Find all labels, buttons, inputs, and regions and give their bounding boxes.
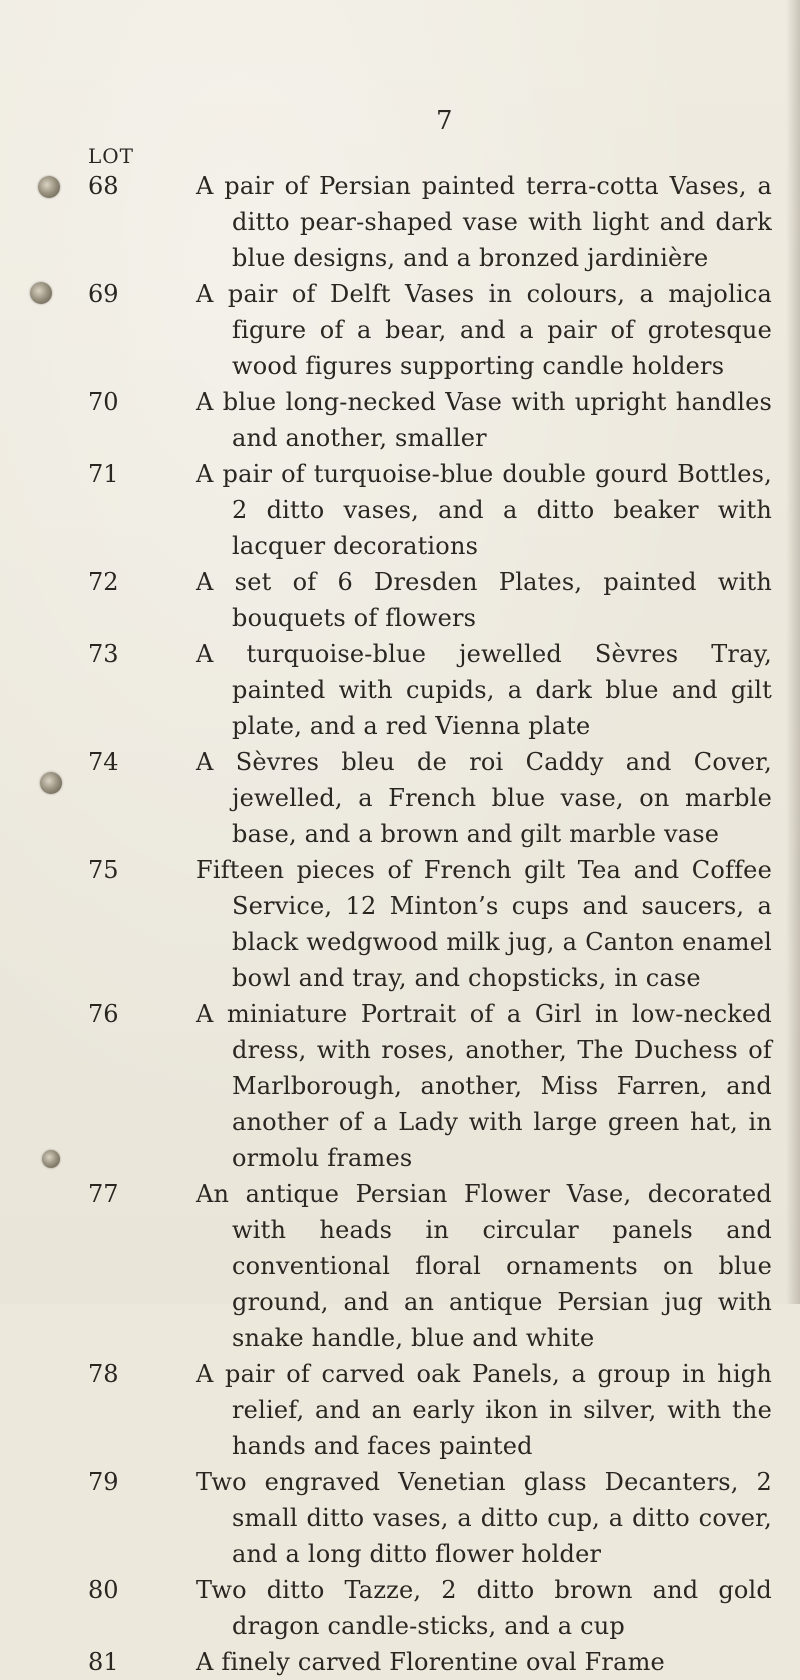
lot-entry bbox=[0, 1176, 800, 1356]
lot-entry bbox=[0, 456, 800, 564]
lot-number: 69 bbox=[88, 280, 119, 308]
lot-description: An antique Persian Flower Vase, decorated with heads in circular panels and conventional floral ornaments on blue ground, and an antique Persian jug with snake handle, blue and white bbox=[196, 1180, 772, 1352]
lot-entry bbox=[0, 564, 800, 636]
lot-number: 81 bbox=[88, 1648, 119, 1676]
lot-description: A pair of turquoise-blue double gourd Bottles, 2 ditto vases, and a ditto beaker with lacquer decorations bbox=[196, 460, 772, 560]
lot-entry bbox=[0, 744, 800, 852]
lot-entry bbox=[0, 276, 800, 384]
lot-entry bbox=[0, 1464, 800, 1572]
lot-description: A finely carved Florentine oval Frame bbox=[196, 1648, 665, 1676]
lot-description: A pair of Delft Vases in colours, a majolica figure of a bear, and a pair of grotesque wood figures supporting candle holders bbox=[196, 280, 772, 380]
lot-entry bbox=[0, 168, 800, 276]
lot-number: 77 bbox=[88, 1180, 119, 1208]
lot-description: Two ditto Tazze, 2 ditto brown and gold dragon candle-sticks, and a cup bbox=[196, 1576, 772, 1640]
lot-number: 75 bbox=[88, 856, 119, 884]
lot-entry bbox=[0, 852, 800, 996]
page-number: 7 bbox=[436, 106, 453, 136]
lot-description: A turquoise-blue jewelled Sèvres Tray, painted with cupids, a dark blue and gilt plate, and a red Vienna plate bbox=[196, 640, 772, 740]
lot-number: 73 bbox=[88, 640, 119, 668]
lot-number: 68 bbox=[88, 172, 119, 200]
lot-number: 80 bbox=[88, 1576, 119, 1604]
lot-number: 74 bbox=[88, 748, 119, 776]
lot-number: 72 bbox=[88, 568, 119, 596]
lot-description: Two engraved Venetian glass Decanters, 2 small ditto vases, a ditto cup, a ditto cover, and a long ditto flower holder bbox=[196, 1468, 772, 1568]
lot-entry bbox=[0, 384, 800, 456]
lot-entry bbox=[0, 636, 800, 744]
lot-number: 70 bbox=[88, 388, 119, 416]
lot-description: Fifteen pieces of French gilt Tea and Coffee Service, 12 Minton’s cups and saucers, a black wedgwood milk jug, a Canton enamel bowl and tray, and chopsticks, in case bbox=[196, 856, 772, 992]
lot-number: 79 bbox=[88, 1468, 119, 1496]
lot-entry bbox=[0, 1356, 800, 1464]
lot-number: 78 bbox=[88, 1360, 119, 1388]
lot-description: A pair of Persian painted terra-cotta Vases, a ditto pear-shaped vase with light and dark blue designs, and a bronzed jardinière bbox=[196, 172, 772, 272]
lot-description: A miniature Portrait of a Girl in low-necked dress, with roses, another, The Duchess of Marlborough, another, Miss Farren, and another of a Lady with large green hat, in ormolu frames bbox=[196, 1000, 772, 1172]
lot-description: A blue long-necked Vase with upright handles and another, smaller bbox=[196, 388, 772, 452]
lot-number: 71 bbox=[88, 460, 119, 488]
lot-list bbox=[0, 168, 800, 1680]
lot-column-header: LOT bbox=[88, 144, 135, 168]
lot-description: A set of 6 Dresden Plates, painted with bouquets of flowers bbox=[196, 568, 772, 632]
lot-entry bbox=[0, 1644, 800, 1680]
lot-number: 76 bbox=[88, 1000, 119, 1028]
lot-entry bbox=[0, 1572, 800, 1644]
lot-description: A Sèvres bleu de roi Caddy and Cover, jewelled, a French blue vase, on marble base, and a brown and gilt marble vase bbox=[196, 748, 772, 848]
lot-entry bbox=[0, 996, 800, 1176]
lot-description: A pair of carved oak Panels, a group in high relief, and an early ikon in silver, with the hands and faces painted bbox=[196, 1360, 772, 1460]
